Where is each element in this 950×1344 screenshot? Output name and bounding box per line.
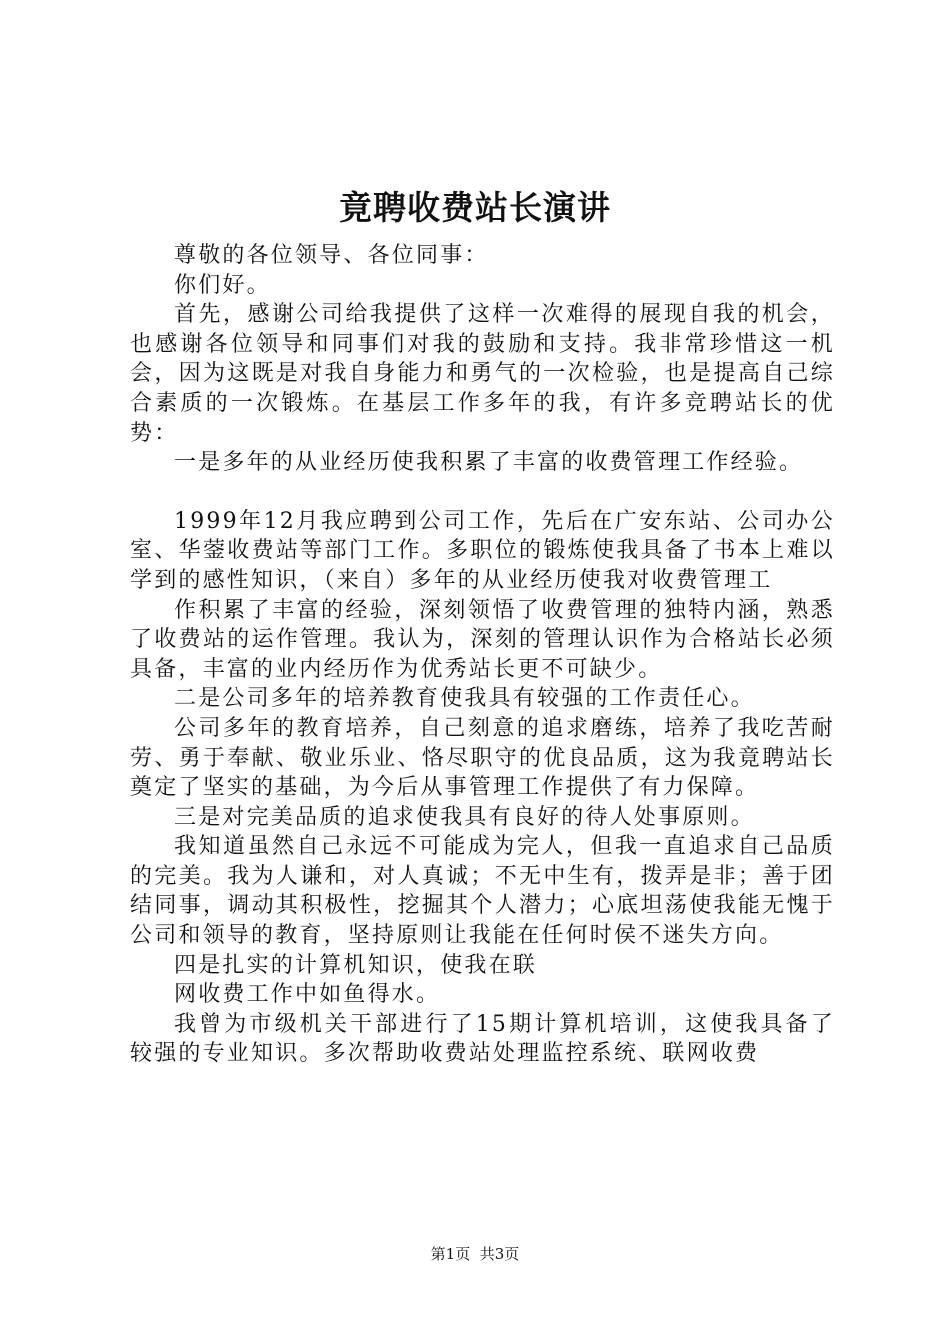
page-footer (0, 1244, 950, 1264)
paragraph-intro: 首先，感谢公司给我提供了这样一次难得的展现自我的机会，也感谢各位领导和同事们对我的鼓励和支持。我非常珍惜这一机会，因为这既是对我自身能力和勇气的一次检验，也是提高自己综合素质的一次锻炼。在基层工作多年的我，有许多竞聘站长的优势： (130, 302, 835, 446)
paragraph-computer: 我曾为市级机关干部进行了15期计算机培训，这使我具备了较强的专业知识。多次帮助收费站处理监控系统、联网收费 (130, 1011, 835, 1067)
paragraph-point-three: 三是对完美品质的追求使我具有良好的待人处事原则。 (174, 804, 755, 830)
paragraph-point-four-cont: 网收费工作中如鱼得水。 (174, 982, 441, 1008)
paragraph-character: 我知道虽然自己永远不可能成为完人，但我一直追求自己品质的完美。我为人谦和，对人真诚；不无中生有，拨弄是非；善于团结同事，调动其积极性，挖掘其个人潜力；心底坦荡使我能无愧于公司和领导的教育，坚持原则让我能在任何时侯不迷失方向。 (130, 834, 835, 949)
document-title: 竟聘收费站长演讲 (339, 188, 611, 227)
paragraph-experience-cont: 作积累了丰富的经验，深刻领悟了收费管理的独特内涵，熟悉了收费站的运作管理。我认为，深刻的管理认识作为合格站长必须具备，丰富的业内经历作为优秀站长更不可缺少。 (130, 597, 835, 682)
paragraph-greeting: 你们好。 (174, 272, 271, 298)
paragraph-salutation: 尊敬的各位领导、各位同事： (174, 243, 489, 268)
page-number: 第1页 (430, 1245, 471, 1263)
document-body (130, 241, 835, 1069)
paragraph-point-four: 四是扎实的计算机知识，使我在联 (174, 952, 538, 978)
paragraph-experience: 1999年12月我应聘到公司工作，先后在广安东站、公司办公室、华蓥收费站等部门工作。多职位的锻炼使我具备了书本上难以学到的感性知识，（来自）多年的从业经历使我对收费管理工 (130, 508, 835, 593)
paragraph-point-two: 二是公司多年的培养教育使我具有较强的工作责任心。 (174, 686, 755, 712)
paragraph-training: 公司多年的教育培养，自己刻意的追求磨练，培养了我吃苦耐劳、勇于奉献、敬业乐业、恪尽职守的优良品质，这为我竟聘站长奠定了坚实的基础，为今后从事管理工作提供了有力保障。 (130, 715, 835, 801)
paragraph-point-one: 一是多年的从业经历使我积累了丰富的收费管理工作经验。 (174, 450, 804, 476)
page-total: 共3页 (479, 1245, 520, 1263)
